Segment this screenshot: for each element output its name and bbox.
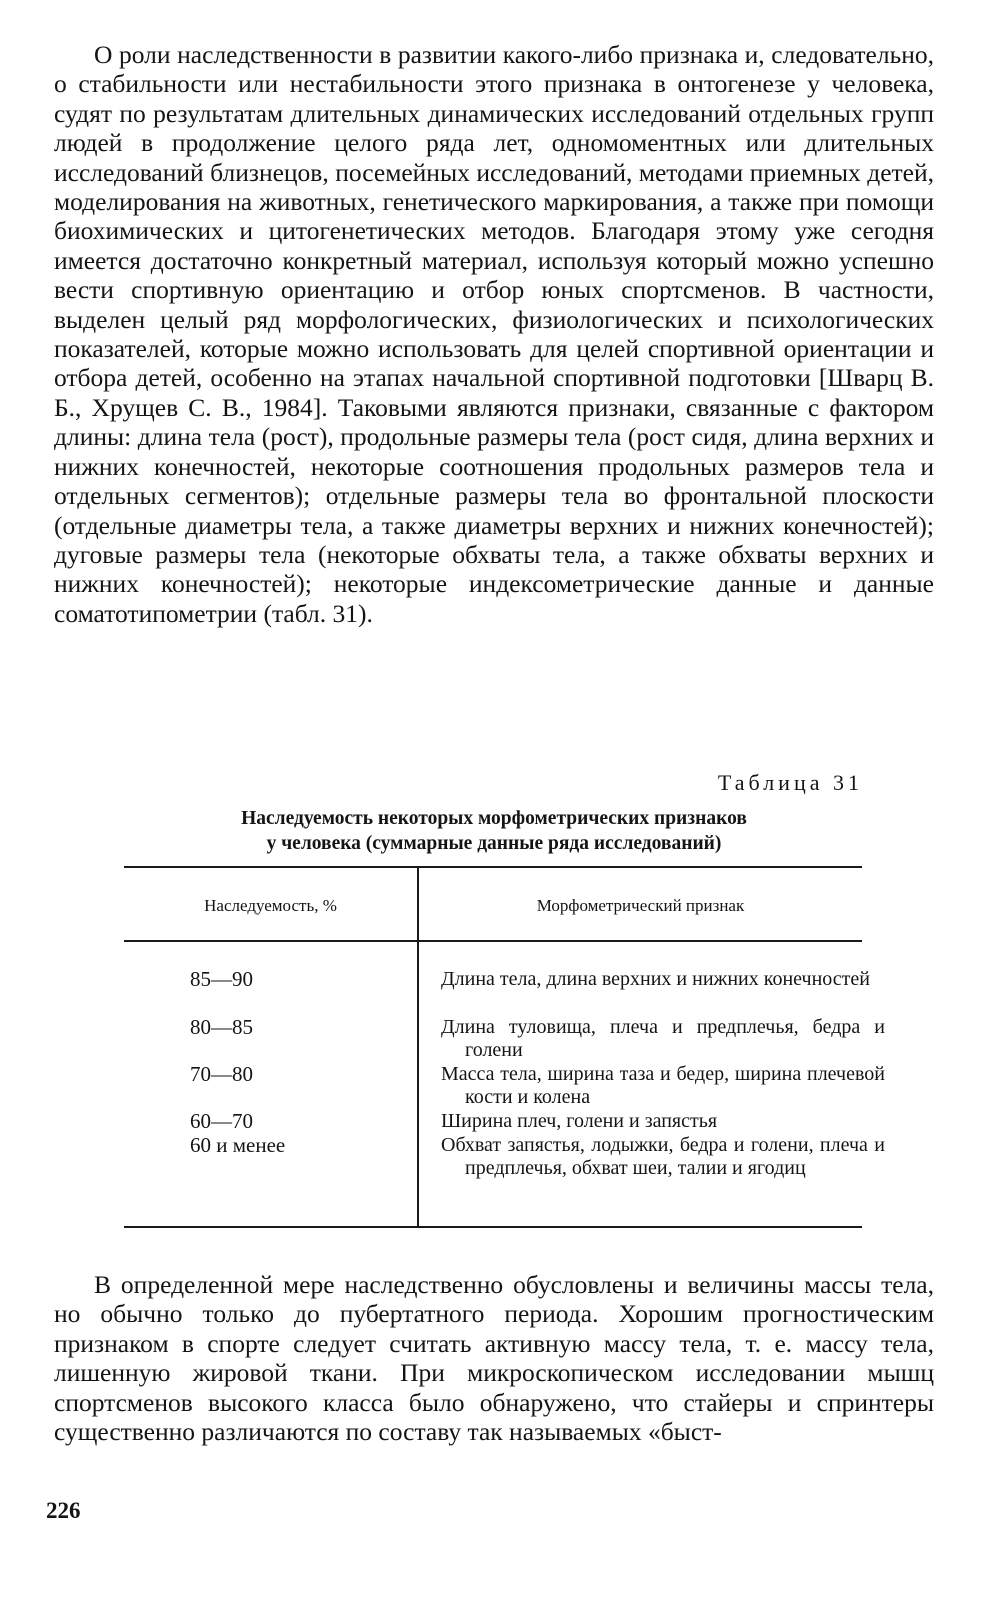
heritability-value: 70—80 <box>190 1062 253 1086</box>
paragraph-intro: О роли наследственности в развитии какого-либо признака и, следовательно, о стабильности или нестабильности этого признака в онтогенезе у человека, судят по результатам длительных динамических исследований отдельных групп людей в продолжение целого ряда лет, одномоментных или длительных исследований близнецов, посемейных исследований, методами приемных детей, моделирования на животных, генетического маркирования, а также при помощи биохимических и цитогенетических методов. Благодаря этому уже сегодня имеется достаточно конкретный материал, используя который можно успешно вести спортивную ориентацию и отбор юных спортсменов. В частности, выделен целый ряд морфологических, физиологических и психологических показателей, которые можно использовать для целей спортивной ориентации и отбора детей, особенно на этапах начальной спортивной подготовки [Шварц В. Б., Хрущев С. В., 1984]. Таковыми являются признаки, связанные с фактором длины: длина тела (рост), продольные размеры тела (рост сидя, длина верхних и нижних конечностей, некоторые соотношения продольных размеров тела и отдельных сегментов); отдельные размеры тела во фронтальной плоскости (отдельные диаметры тела, а также диаметры верхних и нижних конечностей); дуговые размеры тела (некоторые обхваты тела, а также обхваты верхних и нижних конечностей); некоторые индексометрические данные и данные соматотипометрии (табл. 31). <box>54 40 934 628</box>
table-header-heritability: Наследуемость, % <box>204 896 337 915</box>
table-bottom-rule <box>124 1226 862 1228</box>
page-number: 226 <box>46 1498 81 1523</box>
trait-description: Длина тела, длина верхних и нижних конечностей <box>441 968 871 990</box>
trait-description: Длина туловища, плеча и предплечья, бедра и голени <box>441 1016 885 1061</box>
table-caption <box>124 806 864 856</box>
table-column-separator <box>417 868 419 1226</box>
heritability-value: 85—90 <box>190 967 253 991</box>
trait-description: Ширина плеч, голени и запястья <box>441 1110 718 1132</box>
paragraph-continuation: В определенной мере наследственно обусловлены и величины массы тела, но обычно только до пубертатного периода. Хорошим прогностическим признаком в спорте следует считать активную массу тела, т. е. массу тела, лишенную жировой ткани. При микроскопическом исследовании мышц спортсменов высокого класса было обнаружено, что стайеры и спринтеры существенно различаются по составу так называемых «быст- <box>54 1270 934 1447</box>
heritability-value: 60 и менее <box>190 1133 286 1157</box>
heritability-value: 80—85 <box>190 1015 253 1039</box>
table-caption-line-2: у человека (суммарные данные ряда исследований) <box>266 833 722 854</box>
trait-description: Обхват запястья, лодыжки, бедра и голени, плеча и предплечья, обхват шеи, талии и ягодиц <box>441 1134 885 1179</box>
table-caption-line-1: Наследуемость некоторых морфометрических признаков <box>241 808 747 829</box>
table-top-rule <box>124 866 862 868</box>
table-header-rule <box>124 940 862 942</box>
table-header-trait: Морфометрический признак <box>536 896 745 915</box>
table-label: Таблица 31 <box>717 770 863 795</box>
trait-description: Масса тела, ширина таза и бедер, ширина плечевой кости и колена <box>441 1063 885 1108</box>
heritability-value: 60—70 <box>190 1109 253 1133</box>
